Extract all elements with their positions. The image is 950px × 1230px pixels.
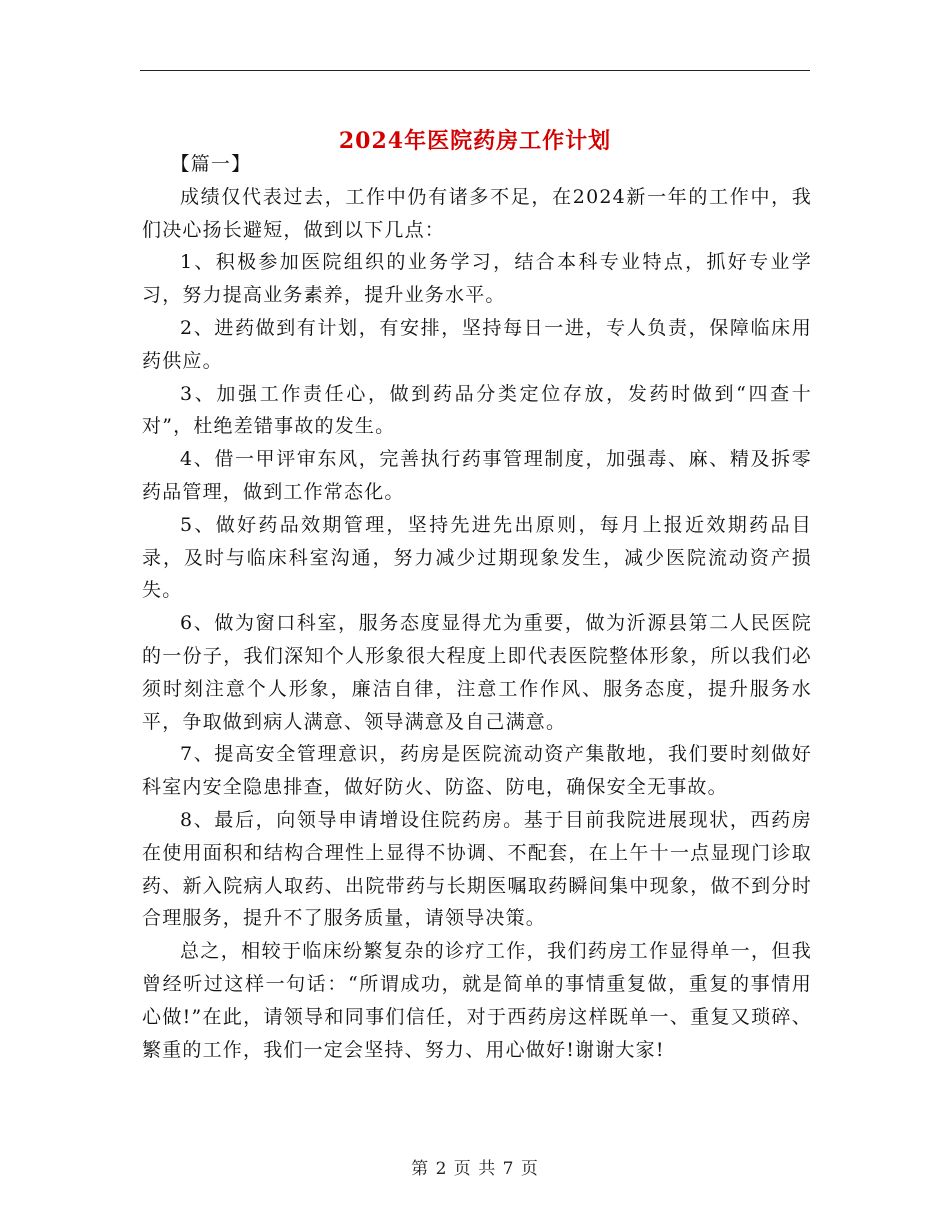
section-label: 【篇一】 [170, 153, 252, 175]
plan-item-6: 6、做为窗口科室，服务态度显得尤为重要，做为沂源县第二人民医院的一份子，我们深知个人形象很大程度上即代表医院整体形象，所以我们必须时刻注意个人形象，廉洁自律，注意工作作风、服务态度，提升服务水平，争取做到病人满意、领导满意及自己满意。 [142, 612, 812, 733]
plan-item-3: 3、加强工作责任心，做到药品分类定位存放，发药时做到“四查十对”，杜绝差错事故的发生。 [142, 382, 812, 438]
intro-paragraph: 成绩仅代表过去，工作中仍有诸多不足，在2024新一年的工作中，我们决心扬长避短，做到以下几点： [142, 185, 812, 241]
conclusion-paragraph: 总之，相较于临床纷繁复杂的诊疗工作，我们药房工作显得单一，但我曾经听过这样一句话：“所谓成功，就是简单的事情重复做，重复的事情用心做!”在此，请领导和同事们信任，对于西药房这样既单一、重复又琐碎、繁重的工作，我们一定会坚持、努力、用心做好!谢谢大家! [142, 940, 812, 1061]
plan-item-1: 1、积极参加医院组织的业务学习，结合本科专业特点，抓好专业学习，努力提高业务素养，提升业务水平。 [142, 251, 812, 307]
header-rule [140, 70, 810, 71]
document-body [142, 148, 812, 1066]
plan-item-2: 2、进药做到有计划，有安排，坚持每日一进，专人负责，保障临床用药供应。 [142, 316, 812, 372]
plan-item-7: 7、提高安全管理意识，药房是医院流动资产集散地，我们要时刻做好科室内安全隐患排查，做好防火、防盗、防电，确保安全无事故。 [142, 743, 812, 799]
document-title: 2024年医院药房工作计划 [338, 127, 612, 154]
plan-item-4: 4、借一甲评审东风，完善执行药事管理制度，加强毒、麻、精及拆零药品管理，做到工作常态化。 [142, 448, 812, 503]
plan-item-8: 8、最后，向领导申请增设住院药房。基于目前我院进展现状，西药房在使用面积和结构合理性上显得不协调、不配套，在上午十一点显现门诊取药、新入院病人取药、出院带药与长期医嘱取药瞬间集中现象，做不到分时合理服务，提升不了服务质量，请领导决策。 [142, 808, 812, 930]
plan-item-5: 5、做好药品效期管理，坚持先进先出原则，每月上报近效期药品目录，及时与临床科室沟通，努力减少过期现象发生，减少医院流动资产损失。 [142, 513, 812, 602]
page-number: 第 2 页 共 7 页 [411, 1159, 539, 1179]
